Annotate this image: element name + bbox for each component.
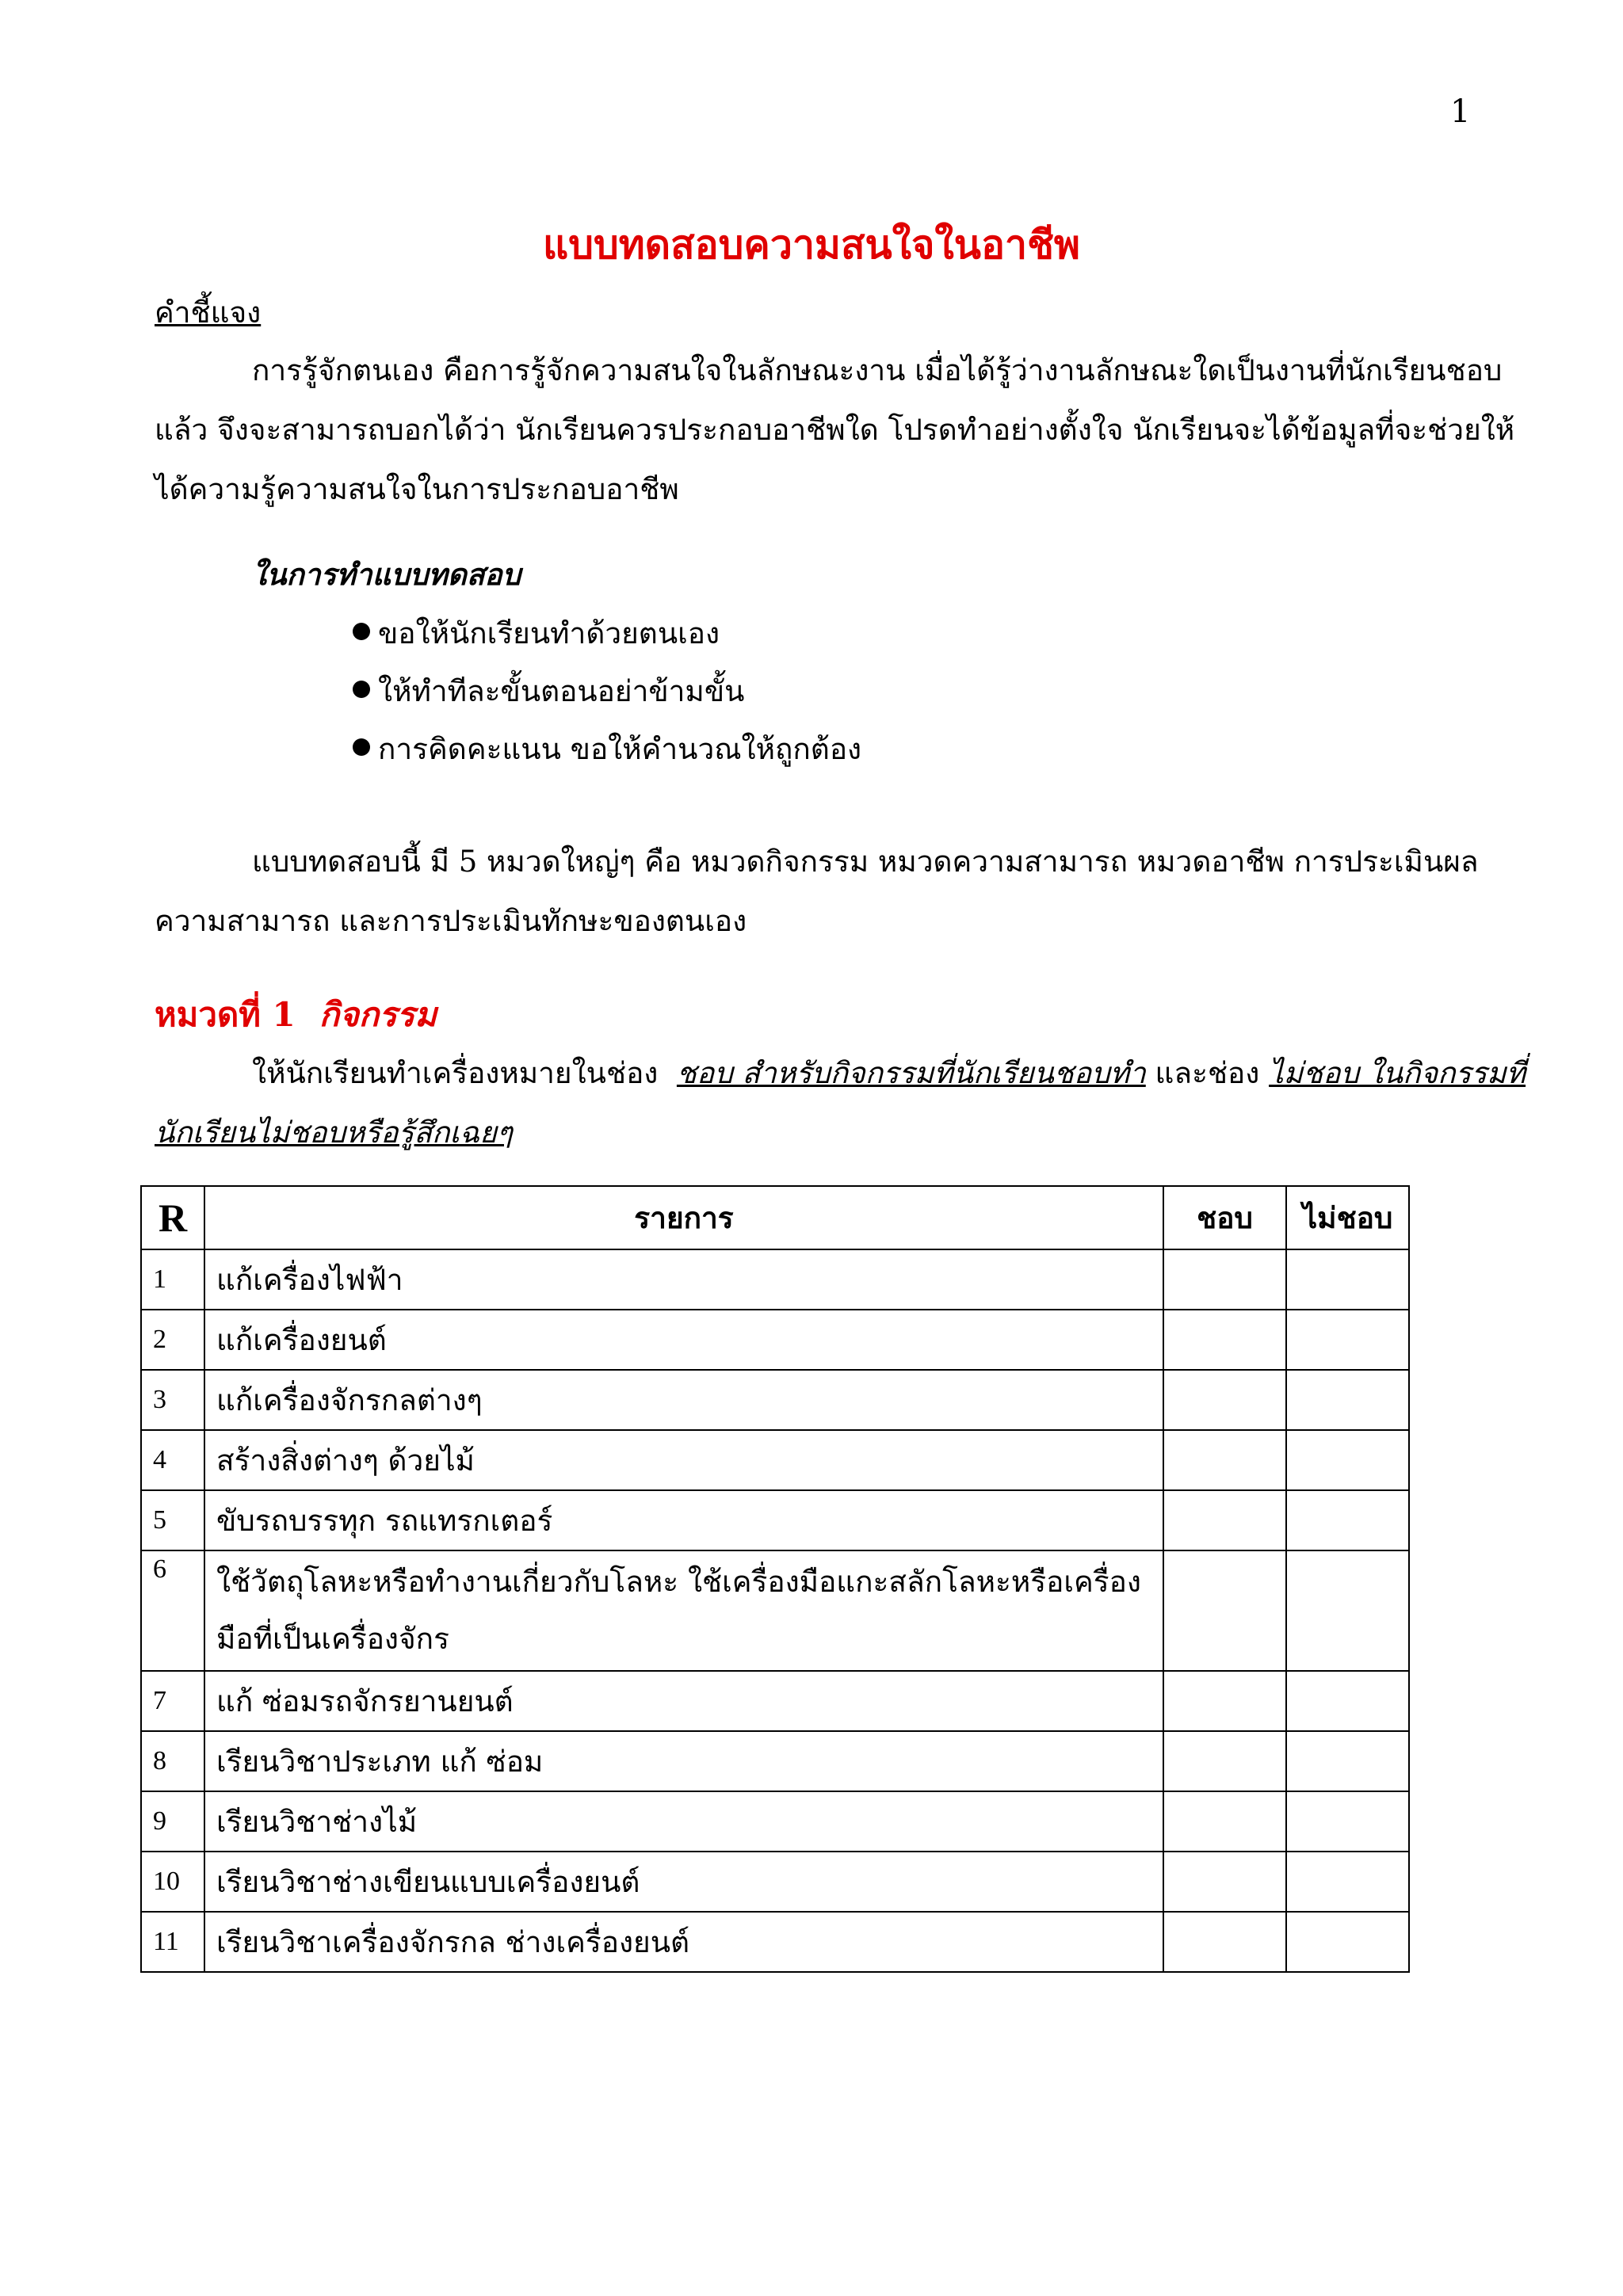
- instruction-text: ให้นักเรียนทำเครื่องหมายในช่อง: [252, 1056, 659, 1090]
- section-1-label: หมวดที่ 1: [155, 995, 296, 1034]
- table-row: [141, 1852, 1409, 1912]
- header-number: R: [141, 1186, 204, 1249]
- like-cell[interactable]: [1163, 1430, 1286, 1490]
- dislike-cell[interactable]: [1286, 1490, 1409, 1550]
- bullet-dot-icon: [353, 738, 370, 756]
- how-to-bullet-3: [353, 726, 861, 772]
- table-row: [141, 1671, 1409, 1731]
- like-cell[interactable]: [1163, 1310, 1286, 1370]
- like-cell[interactable]: [1163, 1791, 1286, 1852]
- bullet-text: ขอให้นักเรียนทำด้วยตนเอง: [378, 616, 720, 650]
- row-number: 6: [141, 1550, 204, 1671]
- like-cell[interactable]: [1163, 1490, 1286, 1550]
- bullet-dot-icon: [353, 623, 370, 640]
- table-row: [141, 1791, 1409, 1852]
- row-text: ใช้วัตถุโลหะหรือทำงานเกี่ยวกับโลหะ ใช้เครื่องมือแกะสลักโลหะหรือเครื่องมือที่เป็นเครื่องจักร: [204, 1550, 1163, 1671]
- row-text: แก้เครื่องยนต์: [204, 1310, 1163, 1370]
- table-row: [141, 1912, 1409, 1972]
- like-cell[interactable]: [1163, 1370, 1286, 1430]
- activity-table: [140, 1185, 1410, 1973]
- like-cell[interactable]: [1163, 1852, 1286, 1912]
- how-to-bullet-1: [353, 610, 720, 657]
- row-text: แก้ ซ่อมรถจักรยานยนต์: [204, 1671, 1163, 1731]
- header-dislike: ไม่ชอบ: [1286, 1186, 1409, 1249]
- instructions-heading: คำชี้แจง: [155, 296, 262, 330]
- dislike-cell[interactable]: [1286, 1430, 1409, 1490]
- row-number: 9: [141, 1791, 204, 1852]
- row-text: เรียนวิชาช่างเขียนแบบเครื่องยนต์: [204, 1852, 1163, 1912]
- instructions-line-2: แล้ว จึงจะสามารถบอกได้ว่า นักเรียนควรประกอบอาชีพใด โปรดทำอย่างตั้งใจ นักเรียนจะได้ข้อมูลที่จะช่วยให้: [155, 413, 1515, 447]
- bullet-text: ให้ทำทีละขั้นตอนอย่าข้ามขั้น: [378, 674, 745, 708]
- row-text: แก้เครื่องจักรกลต่างๆ: [204, 1370, 1163, 1430]
- bullet-text: การคิดคะแนน ขอให้คำนวณให้ถูกต้อง: [378, 732, 862, 766]
- table-row: [141, 1430, 1409, 1490]
- overview-line-1: แบบทดสอบนี้ มี 5 หมวดใหญ่ๆ คือ หมวดกิจกรรม หมวดความสามารถ หมวดอาชีพ การประเมินผล: [252, 845, 1479, 879]
- table-header-row: [141, 1186, 1409, 1249]
- header-item: รายการ: [204, 1186, 1163, 1249]
- how-to-heading: ในการทำแบบทดสอบ: [252, 557, 521, 592]
- dislike-cell[interactable]: [1286, 1852, 1409, 1912]
- instruction-dislike-text-cont: นักเรียนไม่ชอบหรือรู้สึกเฉยๆ: [155, 1116, 513, 1150]
- like-cell[interactable]: [1163, 1249, 1286, 1310]
- table-row: [141, 1249, 1409, 1310]
- row-number: 4: [141, 1430, 204, 1490]
- instruction-text: และช่อง: [1155, 1056, 1260, 1090]
- row-number: 3: [141, 1370, 204, 1430]
- row-number: 5: [141, 1490, 204, 1550]
- instructions-line-3: ได้ความรู้ความสนใจในการประกอบอาชีพ: [155, 472, 679, 506]
- table-row: [141, 1310, 1409, 1370]
- dislike-cell[interactable]: [1286, 1912, 1409, 1972]
- page-title: แบบทดสอบความสนใจในอาชีพ: [543, 221, 1080, 268]
- row-text: แก้เครื่องไฟฟ้า: [204, 1249, 1163, 1310]
- table-row: [141, 1731, 1409, 1791]
- bullet-dot-icon: [353, 681, 370, 698]
- overview-line-2: ความสามารถ และการประเมินทักษะของตนเอง: [155, 904, 747, 938]
- row-text: เรียนวิชาเครื่องจักรกล ช่างเครื่องยนต์: [204, 1912, 1163, 1972]
- dislike-cell[interactable]: [1286, 1310, 1409, 1370]
- row-number: 2: [141, 1310, 204, 1370]
- row-number: 11: [141, 1912, 204, 1972]
- instruction-like-text: ชอบ สำหรับกิจกรรมที่นักเรียนชอบทำ: [676, 1056, 1146, 1090]
- like-cell[interactable]: [1163, 1731, 1286, 1791]
- section-1-name: กิจกรรม: [319, 995, 437, 1034]
- row-number: 8: [141, 1731, 204, 1791]
- row-text: เรียนวิชาประเภท แก้ ซ่อม: [204, 1731, 1163, 1791]
- dislike-cell[interactable]: [1286, 1550, 1409, 1671]
- like-cell[interactable]: [1163, 1912, 1286, 1972]
- like-cell[interactable]: [1163, 1550, 1286, 1671]
- dislike-cell[interactable]: [1286, 1249, 1409, 1310]
- dislike-cell[interactable]: [1286, 1671, 1409, 1731]
- row-number: 7: [141, 1671, 204, 1731]
- dislike-cell[interactable]: [1286, 1731, 1409, 1791]
- instructions-line-1: การรู้จักตนเอง คือการรู้จักความสนใจในลักษณะงาน เมื่อได้รู้ว่างานลักษณะใดเป็นงานที่นักเรียนชอบ: [252, 353, 1503, 387]
- dislike-cell[interactable]: [1286, 1370, 1409, 1430]
- row-text: สร้างสิ่งต่างๆ ด้วยไม้: [204, 1430, 1163, 1490]
- row-number: 10: [141, 1852, 204, 1912]
- table-row: [141, 1550, 1409, 1671]
- header-like: ชอบ: [1163, 1186, 1286, 1249]
- section-1-instruction-line-2: [155, 1109, 513, 1156]
- section-1-instruction-line-1: [252, 1050, 1526, 1097]
- how-to-bullet-2: [353, 668, 744, 715]
- table-row: [141, 1490, 1409, 1550]
- row-text: เรียนวิชาช่างไม้: [204, 1791, 1163, 1852]
- section-1-heading: [155, 989, 437, 1041]
- row-number: 1: [141, 1249, 204, 1310]
- like-cell[interactable]: [1163, 1671, 1286, 1731]
- row-text: ขับรถบรรทุก รถแทรกเตอร์: [204, 1490, 1163, 1550]
- page-number: 1: [1450, 93, 1471, 130]
- instruction-dislike-text: ไม่ชอบ ในกิจกรรมที่: [1269, 1056, 1526, 1090]
- dislike-cell[interactable]: [1286, 1791, 1409, 1852]
- table-row: [141, 1370, 1409, 1430]
